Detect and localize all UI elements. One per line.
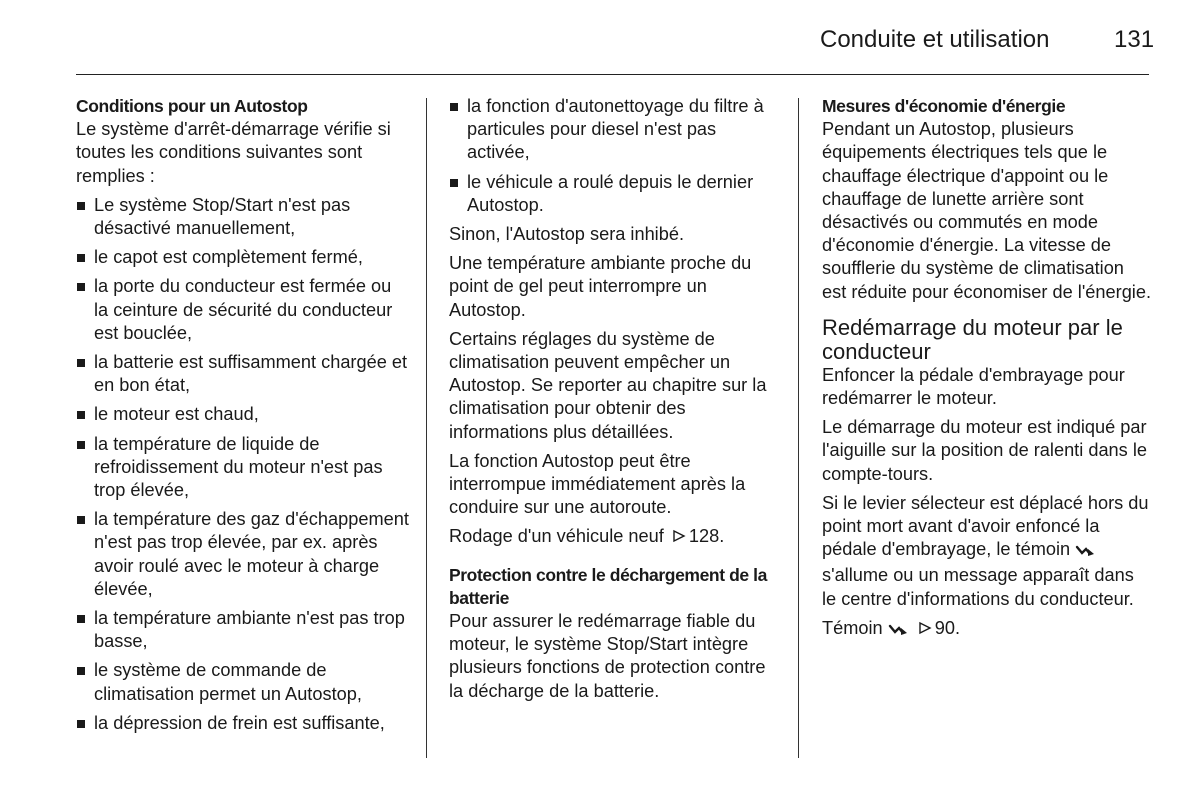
list-item: le moteur est chaud, <box>76 403 410 426</box>
list-item: le système de commande de climatisation permet un Autostop, <box>76 659 410 705</box>
bullet-icon <box>77 667 85 675</box>
list-item: la température de liquide de refroidissement du moteur n'est pas trop élevée, <box>76 433 410 503</box>
bullet-icon <box>77 254 85 262</box>
list-item: Le système Stop/Start n'est pas désactivé manuellement, <box>76 194 410 240</box>
paragraph-climate: Certains réglages du système de climatisation peuvent empêcher un Autostop. Se reporter au chapitre sur la climatisation pour obtenir des informations plus détaillées. <box>449 328 767 442</box>
column-divider-2 <box>798 98 799 758</box>
intro-paragraph: Le système d'arrêt-démarrage vérifie si toutes les conditions suivantes sont remplies : <box>76 119 391 186</box>
column-1 <box>76 95 410 741</box>
stop-start-lamp-icon <box>888 620 910 643</box>
paragraph-battery-protection: Pour assurer le redémarrage fiable du moteur, le système Stop/Start intègre plusieurs fonctions de protection contre la décharge de la batterie. <box>449 611 766 701</box>
list-item: le capot est complètement fermé, <box>76 246 410 269</box>
conditions-list-continued <box>449 95 781 217</box>
header-title: Conduite et utilisation <box>820 26 1050 53</box>
bullet-icon <box>450 179 458 187</box>
bullet-icon <box>77 283 85 291</box>
list-item: la fonction d'autonettoyage du filtre à particules pour diesel n'est pas activée, <box>449 95 781 165</box>
paragraph-motorway: La fonction Autostop peut être interrompue immédiatement après la conduire sur une autoroute. <box>449 450 746 518</box>
paragraph-freezing: Une température ambiante proche du point de gel peut interrompre un Autostop. <box>449 253 752 320</box>
page-reference-arrow-icon <box>672 526 686 549</box>
paragraph-running-in <box>449 525 781 549</box>
column-2 <box>449 95 781 709</box>
running-in-ref: 128. <box>688 526 725 547</box>
bullet-icon <box>77 359 85 367</box>
bullet-icon <box>77 202 85 210</box>
list-item: la dépression de frein est suffisante, <box>76 712 410 735</box>
bullet-icon <box>77 516 85 524</box>
paragraph-tachometer: Le démarrage du moteur est indiqué par l'aiguille sur la position de ralenti dans le compte-tours. <box>822 417 1147 484</box>
paragraph-lamp-reference: Témoin 90. <box>822 617 1152 643</box>
header-rule <box>76 74 1149 75</box>
page-number: 131 <box>1114 26 1155 53</box>
bullet-icon <box>77 720 85 728</box>
list-item: la porte du conducteur est fermée ou la ceinture de sécurité du conducteur est bouclée, <box>76 275 410 345</box>
bullet-icon <box>450 103 458 111</box>
paragraph-energy-saving: Pendant un Autostop, plusieurs équipements électriques tels que le chauffage électrique d'appoint ou le chauffage de lunette arrière sont désactivés ou commutés en mode d'économie d'énergie. La vitesse de soufflerie du système de climatisation est réduite pour économiser de l'énergie. <box>822 119 1152 302</box>
list-item: la batterie est suffisamment chargée et en bon état, <box>76 351 410 397</box>
list-item: le véhicule a roulé depuis le dernier Autostop. <box>449 171 781 217</box>
section-heading-restart: Redémarrage du moteur par le conducteur <box>822 314 1123 364</box>
section-heading-energy-saving: Mesures d'économie d'énergie <box>822 96 1066 116</box>
bullet-icon <box>77 441 85 449</box>
stop-start-lamp-icon <box>1075 541 1097 564</box>
column-divider-1 <box>426 98 427 758</box>
list-item: la température ambiante n'est pas trop basse, <box>76 607 410 653</box>
bullet-icon <box>77 411 85 419</box>
list-item: la température des gaz d'échappement n'est pas trop élevée, par ex. après avoir roulé avec le moteur à charge élevée, <box>76 508 410 601</box>
bullet-icon <box>77 615 85 623</box>
section-heading-autostop-conditions: Conditions pour un Autostop <box>76 96 308 116</box>
conditions-list <box>76 194 410 735</box>
section-heading-battery-protection: Protection contre le déchargement de la batterie <box>449 564 767 608</box>
column-3 <box>822 95 1152 649</box>
paragraph-selector-lever: Si le levier sélecteur est déplacé hors du point mort avant d'avoir enfoncé la pédale d'embrayage, le témoin s'allume ou un message apparaît dans le centre d'informations du conducteur. <box>822 492 1149 609</box>
running-in-text: Rodage d'un véhicule neuf <box>449 526 664 547</box>
paragraph-inhibited: Sinon, l'Autostop sera inhibé. <box>449 224 685 245</box>
paragraph-clutch: Enfoncer la pédale d'embrayage pour redémarrer le moteur. <box>822 364 1125 409</box>
page-reference-arrow-icon <box>918 618 932 641</box>
